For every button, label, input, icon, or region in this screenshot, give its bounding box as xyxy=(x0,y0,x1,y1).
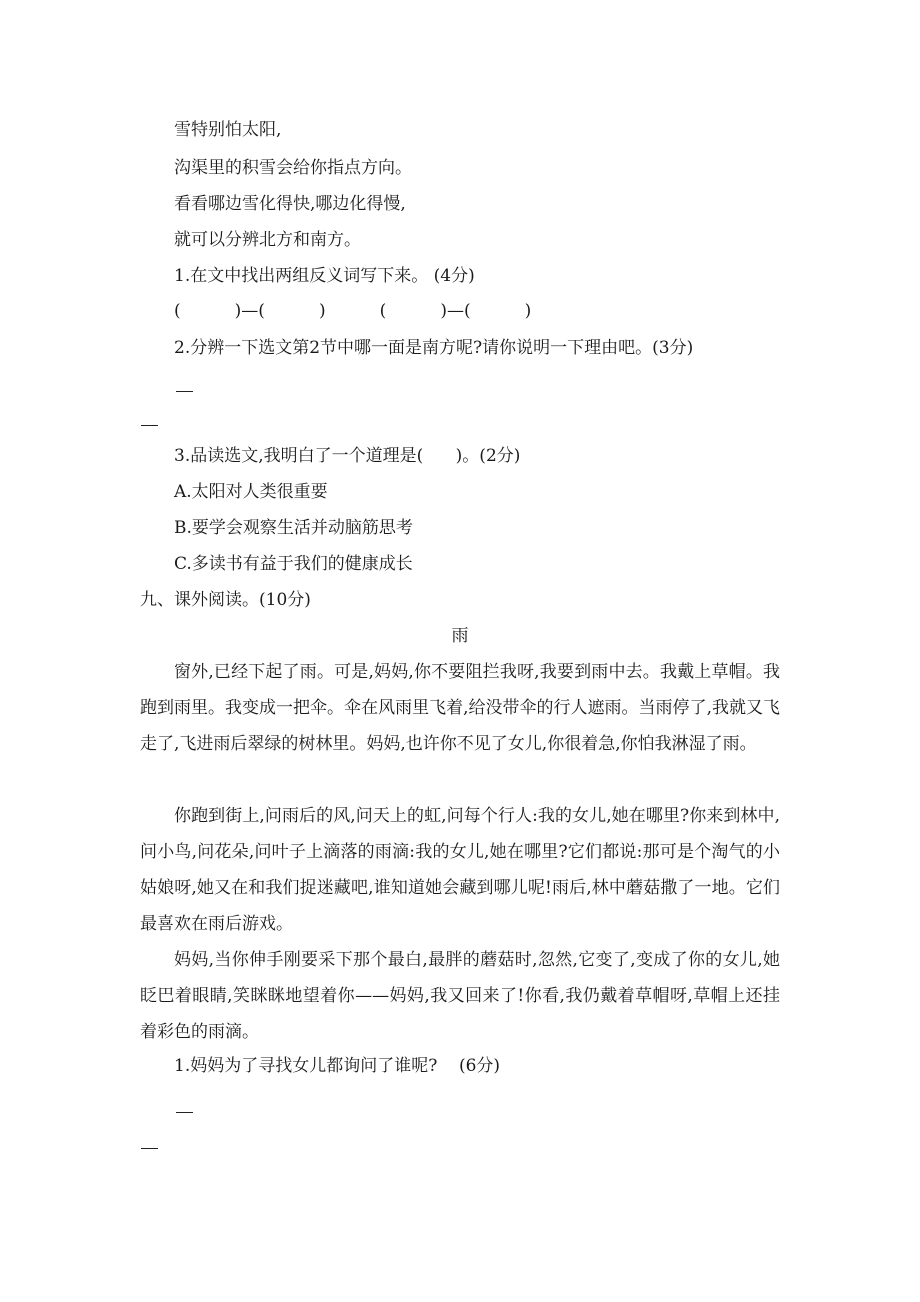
question-2-prompt: 2.分辨一下选文第2节中哪一面是南方呢?请你说明一下理由吧。(3分) xyxy=(174,338,694,358)
option-b: B.要学会观察生活并动脑筋思考 xyxy=(174,518,413,538)
passage-title: 雨 xyxy=(451,626,469,646)
answer-line[interactable] xyxy=(141,1148,158,1149)
passage-paragraph: 妈妈,当你伸手刚要采下那个最白,最胖的蘑菇时,忽然,它变了,变成了你的女儿,她眨巴着眼睛,笑眯眯地望着你——妈妈,我又回来了!你看,我仍戴着草帽呀,草帽上还挂着彩色的雨滴。 xyxy=(140,950,780,1042)
poem-line: 雪特别怕太阳, xyxy=(174,120,282,140)
option-c: C.多读书有益于我们的健康成长 xyxy=(174,554,413,574)
poem-line: 就可以分辨北方和南方。 xyxy=(174,230,361,250)
passage-paragraph: 窗外,已经下起了雨。可是,妈妈,你不要阻拦我呀,我要到雨中去。我戴上草帽。我跑到雨里。我变成一把伞。伞在风雨里飞着,给没带伞的行人遮雨。当雨停了,我就又飞走了,飞进雨后翠绿的树林里。妈妈,也许你不见了女儿,你很着急,你怕我淋湿了雨。 xyxy=(140,662,780,754)
section-heading: 九、课外阅读。(10分) xyxy=(140,590,311,610)
question-1-prompt: 1.妈妈为了寻找女儿都询问了谁呢? (6分) xyxy=(174,1056,501,1076)
answer-line[interactable] xyxy=(141,425,158,426)
answer-line[interactable] xyxy=(176,1112,193,1113)
option-a: A.太阳对人类很重要 xyxy=(174,482,328,502)
poem-line: 看看哪边雪化得快,哪边化得慢, xyxy=(174,194,406,214)
antonym-blanks[interactable]: ( )—( ) ( )—( ) xyxy=(174,301,532,321)
question-1-prompt: 1.在文中找出两组反义词写下来。 (4分) xyxy=(174,266,475,286)
passage-paragraph: 你跑到街上,问雨后的风,问天上的虹,问每个行人:我的女儿,她在哪里?你来到林中,问小鸟,问花朵,问叶子上滴落的雨滴:我的女儿,她在哪里?它们都说:那可是个淘气的小姑娘呀,她又在和我们捉迷藏吧,谁知道她会藏到哪儿呢!雨后,林中蘑菇撒了一地。它们最喜欢在雨后游戏。 xyxy=(140,806,780,934)
answer-line[interactable] xyxy=(176,391,193,392)
poem-line: 沟渠里的积雪会给你指点方向。 xyxy=(174,158,412,178)
question-3-prompt: 3.品读选文,我明白了一个道理是( )。(2分) xyxy=(174,446,521,466)
